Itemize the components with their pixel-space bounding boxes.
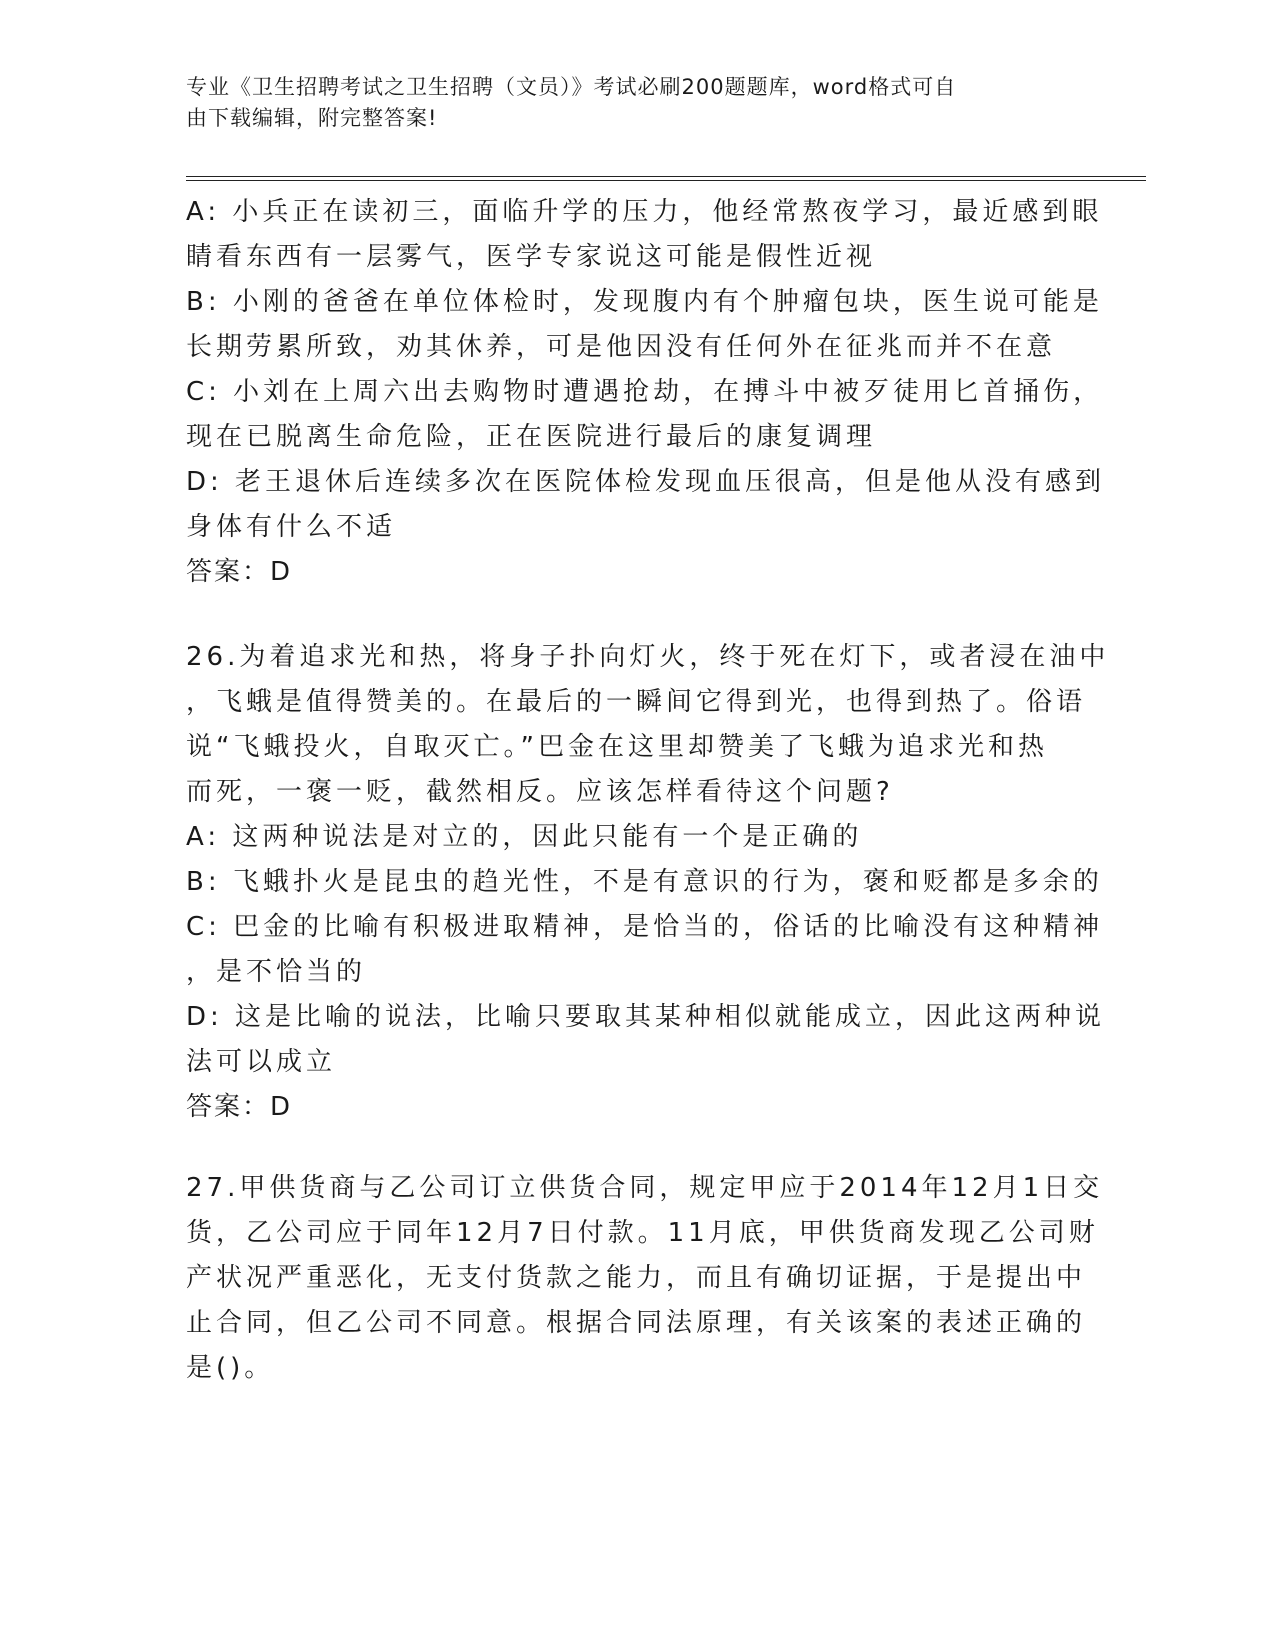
question-line: 货，乙公司应于同年12月7日付款。11月底，甲供货商发现乙公司财 bbox=[186, 1218, 1099, 1248]
option-line: D: 老王退休后连续多次在医院体检发现血压很高，但是他从没有感到 bbox=[186, 467, 1106, 497]
question-line: ，飞蛾是值得赞美的。在最后的一瞬间它得到光，也得到热了。俗语 bbox=[186, 687, 1087, 717]
header-line-1: 专业《卫生招聘考试之卫生招聘（文员）》考试必刷200题题库，word格式可自 bbox=[186, 75, 957, 99]
header-divider bbox=[186, 176, 1146, 181]
question-27 bbox=[186, 1166, 1104, 1391]
option-line: 法可以成立 bbox=[186, 1047, 337, 1077]
question-25-options bbox=[186, 190, 1106, 595]
option-line: D: 这是比喻的说法，比喻只要取其某种相似就能成立，因此这两种说 bbox=[186, 1002, 1106, 1032]
question-line: 27.甲供货商与乙公司订立供货合同，规定甲应于2014年12月1日交 bbox=[186, 1173, 1104, 1203]
option-line: C: 巴金的比喻有积极进取精神，是恰当的，俗话的比喻没有这种精神 bbox=[186, 912, 1104, 942]
header-line-2: 由下载编辑，附完整答案! bbox=[186, 106, 438, 130]
document-header bbox=[186, 72, 1066, 134]
option-line: 长期劳累所致，劝其休养，可是他因没有任何外在征兆而并不在意 bbox=[186, 332, 1057, 362]
option-line: B: 小刚的爸爸在单位体检时，发现腹内有个肿瘤包块，医生说可能是 bbox=[186, 287, 1103, 317]
option-line: 身体有什么不适 bbox=[186, 512, 397, 542]
option-line: A: 小兵正在读初三，面临升学的压力，他经常熬夜学习，最近感到眼 bbox=[186, 197, 1103, 227]
question-line: 是()。 bbox=[186, 1353, 275, 1383]
question-line: 止合同，但乙公司不同意。根据合同法原理，有关该案的表述正确的 bbox=[186, 1308, 1087, 1338]
document-body bbox=[186, 190, 1110, 1391]
option-line: 睛看东西有一层雾气，医学专家说这可能是假性近视 bbox=[186, 242, 877, 272]
question-line: 产状况严重恶化，无支付货款之能力，而且有确切证据，于是提出中 bbox=[186, 1263, 1087, 1293]
question-line: 说“飞蛾投火，自取灭亡。”巴金在这里却赞美了飞蛾为追求光和热 bbox=[186, 732, 1048, 762]
option-line: B: 飞蛾扑火是昆虫的趋光性，不是有意识的行为，褒和贬都是多余的 bbox=[186, 867, 1103, 897]
option-line: A: 这两种说法是对立的，因此只能有一个是正确的 bbox=[186, 822, 863, 852]
option-line: C: 小刘在上周六出去购物时遭遇抢劫，在搏斗中被歹徒用匕首捅伤， bbox=[186, 377, 1104, 407]
answer-25: 答案：D bbox=[186, 557, 293, 587]
option-line: 现在已脱离生命危险，正在医院进行最后的康复调理 bbox=[186, 422, 877, 452]
question-line: 26.为着追求光和热，将身子扑向灯火，终于死在灯下，或者浸在油中 bbox=[186, 642, 1110, 672]
option-line: ，是不恰当的 bbox=[186, 957, 367, 987]
answer-26: 答案：D bbox=[186, 1092, 293, 1122]
question-26 bbox=[186, 635, 1110, 1130]
question-line: 而死，一褒一贬，截然相反。应该怎样看待这个问题? bbox=[186, 777, 894, 807]
